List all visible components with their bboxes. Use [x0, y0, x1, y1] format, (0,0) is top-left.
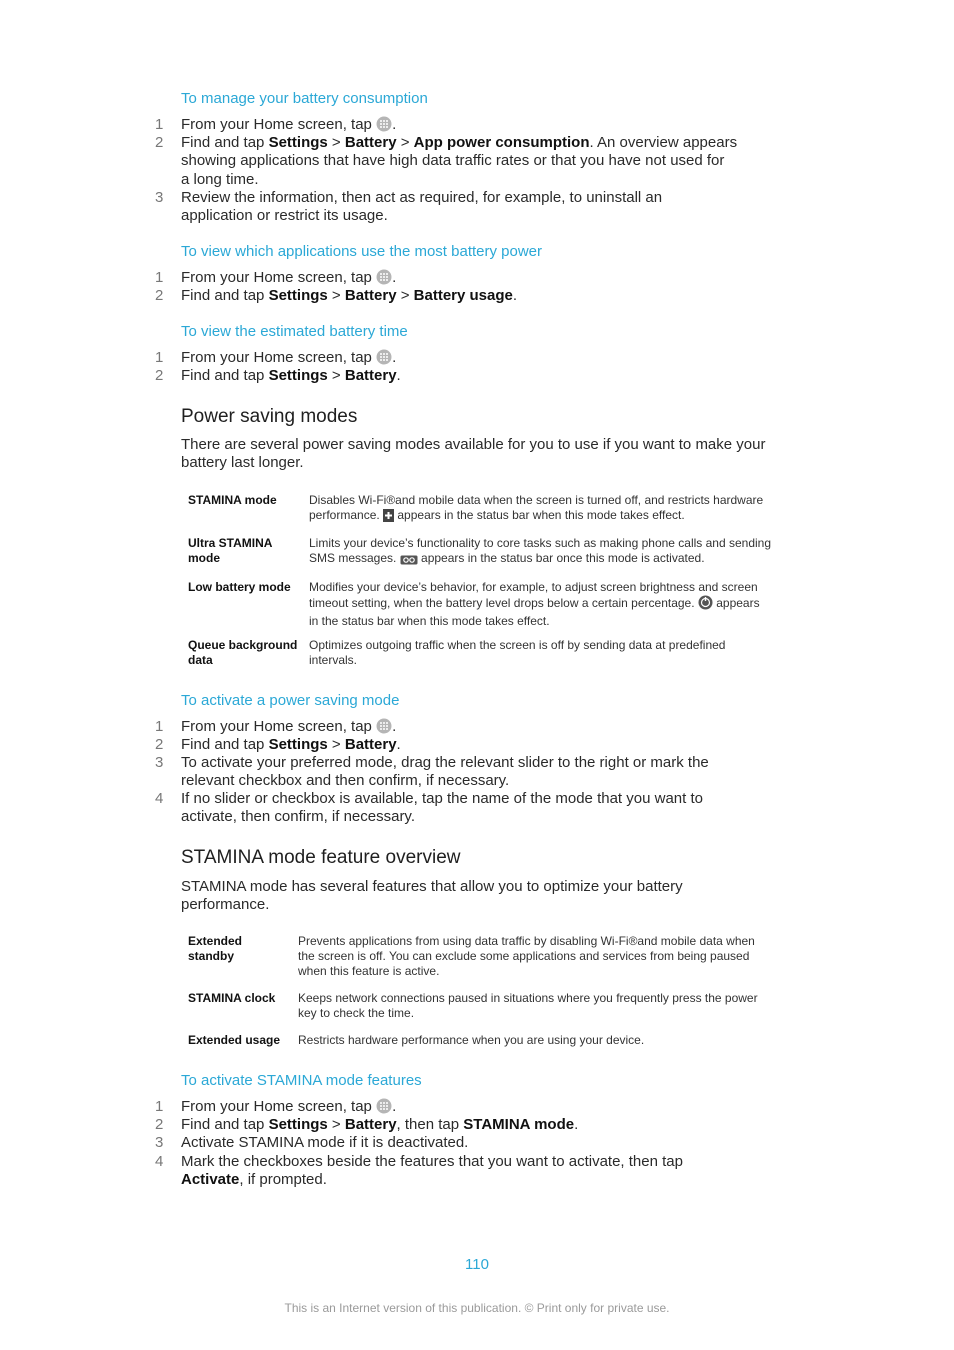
low-battery-icon — [698, 595, 713, 614]
stamina-plus-icon — [383, 509, 394, 526]
term: Extended standby — [188, 934, 243, 963]
step-number: 1 — [155, 718, 164, 735]
heading-most-battery-power: To view which applications use the most battery power — [181, 243, 543, 260]
step-number: 3 — [155, 189, 164, 206]
heading-manage-battery: To manage your battery consumption — [181, 90, 428, 107]
page-number: 110 — [465, 1256, 489, 1273]
term: STAMINA mode — [188, 493, 277, 507]
term: Low battery mode — [188, 580, 291, 594]
step-number: 2 — [155, 367, 164, 384]
section-title-power-saving: Power saving modes — [181, 406, 358, 427]
step-number: 1 — [155, 116, 164, 133]
step-number: 1 — [155, 349, 164, 366]
ultra-stamina-icon — [400, 554, 418, 569]
heading-estimated-battery-time: To view the estimated battery time — [181, 323, 408, 340]
step-number: 4 — [155, 790, 164, 807]
term: Extended usage — [188, 1033, 281, 1047]
step-number: 4 — [155, 1153, 164, 1170]
step-number: 1 — [155, 269, 164, 286]
heading-activate-stamina-features: To activate STAMINA mode features — [181, 1072, 422, 1089]
heading-activate-power-saving: To activate a power saving mode — [181, 692, 400, 709]
term: STAMINA clock — [188, 991, 276, 1005]
step-number: 2 — [155, 287, 164, 304]
section-title-stamina-overview: STAMINA mode feature overview — [181, 847, 461, 868]
paragraph: STAMINA mode has several features that allow you to optimize your battery performance. — [181, 878, 683, 913]
term: Queue background data — [188, 638, 298, 667]
term: Ultra STAMINA mode — [188, 536, 273, 565]
step-number: 3 — [155, 754, 164, 771]
step-number: 1 — [155, 1098, 164, 1115]
step-number: 2 — [155, 1116, 164, 1133]
step-number: 2 — [155, 134, 164, 151]
footer-note: This is an Internet version of this publication. © Print only for private use. — [284, 1301, 670, 1315]
step-number: 2 — [155, 736, 164, 753]
paragraph: There are several power saving modes available for you to use if you want to make your battery last longer. — [181, 436, 766, 471]
step-number: 3 — [155, 1134, 164, 1151]
